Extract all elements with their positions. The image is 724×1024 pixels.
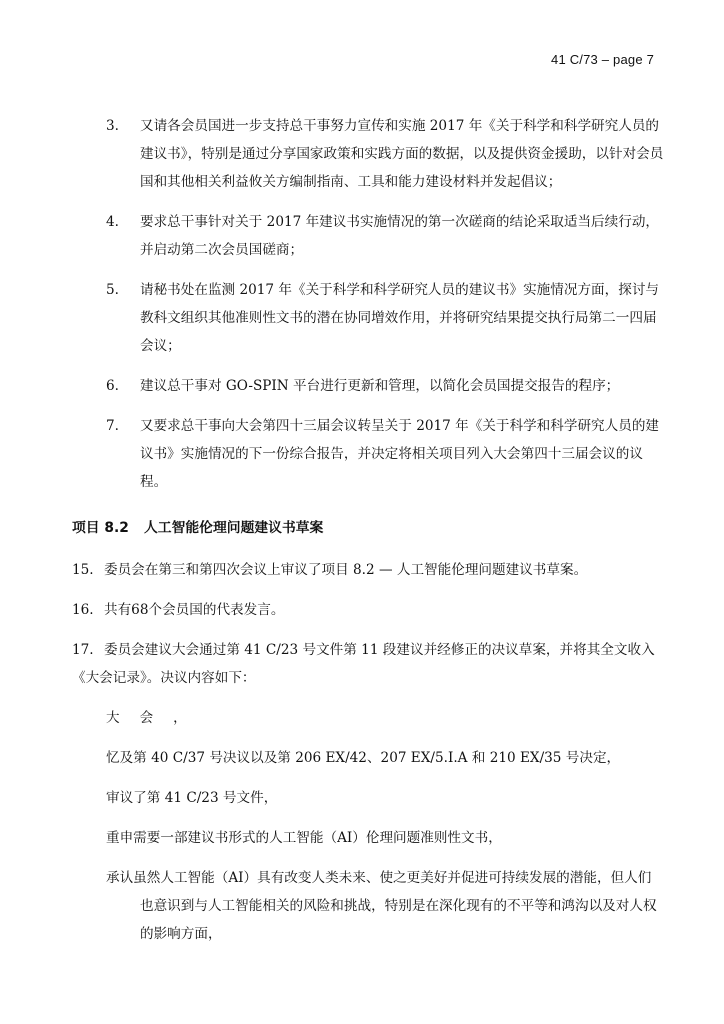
list-item [72,112,664,196]
resolution-clause: 承认虽然人工智能（AI）具有改变人类未来、使之更美好并促进可持续发展的潜能，但人们也意识到与人工智能相关的风险和挑战，特别是在深化现有的不平等和鸿沟以及对人权的影响方面， [106,870,657,942]
list-item-number: 7. [106,418,119,434]
document-body [72,112,664,960]
paragraph-number: 17. [72,642,94,658]
list-item [72,208,664,264]
paragraph [72,596,664,624]
page-header: 41 C/73 – page 7 [551,52,654,67]
list-item-text: 又请各会员国进一步支持总干事努力宣传和实施 2017 年《关于科学和科学研究人员的建议书》，特别是通过分享国家政策和实践方面的数据，以及提供资金援助，以针对会员国和其他相关利益攸关方编制指南、工具和能力建设材料并发起倡议； [140,118,664,190]
paragraph-text: 共有68个会员国的代表发言。 [104,602,285,618]
paragraph [72,556,664,584]
resolution-clause: 重申需要一部建议书形式的人工智能（AI）伦理问题准则性文书， [106,830,502,846]
list-item-text: 建议总干事对 GO-SPIN 平台进行更新和管理，以简化会员国提交报告的程序； [140,378,620,394]
section-title: 人工智能伦理问题建议书草案 [144,520,324,536]
resolution-clause: 忆及第 40 C/37 号决议以及第 206 EX/42、207 EX/5.I.A 和 210 EX/35 号决定， [106,750,621,766]
paragraph [72,636,664,692]
list-item [72,276,664,360]
list-item-number: 6. [106,378,119,394]
section-heading [72,514,664,542]
list-item-number: 3. [106,118,119,134]
paragraph-text: 委员会建议大会通过第 41 C/23 号文件第 11 段建议并经修正的决议草案，并将其全文收入《大会记录》。决议内容如下： [72,642,655,686]
resolution-clause: 审议了第 41 C/23 号文件， [106,790,278,806]
list-item-number: 5. [106,282,119,298]
list-item-number: 4. [106,214,119,230]
assembly-label: 大会， [106,710,207,726]
section-number: 项目 8.2 [72,520,129,536]
resolution-assembly [106,704,664,732]
list-item-text: 又要求总干事向大会第四十三届会议转呈关于 2017 年《关于科学和科学研究人员的建议书》实施情况的下一份综合报告，并决定将相关项目列入大会第四十三届会议的议程。 [140,418,660,490]
paragraph-number: 16. [72,602,94,618]
list-item [72,412,664,496]
list-item-text: 请秘书处在监测 2017 年《关于科学和科学研究人员的建议书》实施情况方面，探讨与教科文组织其他准则性文书的潜在协同增效作用，并将研究结果提交执行局第二一四届会议； [140,282,660,354]
list-item [72,372,664,400]
paragraph-number: 15. [72,562,94,578]
paragraph-text: 委员会在第三和第四次会议上审议了项目 8.2 — 人工智能伦理问题建议书草案。 [104,562,588,578]
list-item-text: 要求总干事针对关于 2017 年建议书实施情况的第一次磋商的结论采取适当后续行动，并启动第二次会员国磋商； [140,214,660,258]
